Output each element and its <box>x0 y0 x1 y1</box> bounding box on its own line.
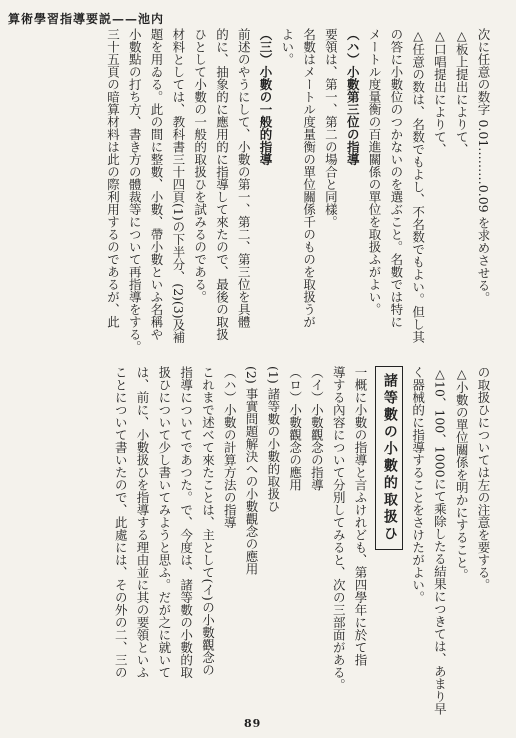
text-line: △任意の数は、名数でもよし、不名数でもよい。但し其 <box>410 28 426 343</box>
text-line: の答に小數位のつかないのを選ぶこと。名數では特に <box>388 28 404 328</box>
text-line: (2) 事實問題解決への小數觀念の應用 <box>244 366 260 576</box>
text-line: △板上提出によりて、 <box>454 28 470 156</box>
text-line: △口唱提出によりて、 <box>432 28 448 156</box>
text-line: く器械的に指導することをさけたがよい。 <box>410 366 426 604</box>
text-line: 題を用ゐる。此の間に整數、小數、帶小數といふ名稱や <box>149 28 165 341</box>
text-line: 次に任意の数字 0.01………0.09 を求めさせる。 <box>476 28 491 305</box>
text-line: (1) 諸等數の小數的取扱ひ <box>265 366 281 513</box>
text-line: 前述のやうにして、小數の第一、第二、第三位を具體 <box>236 28 252 328</box>
text-line: 導する內容について分別してみると、次の三部面がある。 <box>331 366 347 691</box>
text-line: 小數點の打ち方、書き方の體裁等について再指導をする。 <box>127 28 143 353</box>
page-number: 89 <box>244 717 262 730</box>
running-header: 算術學習指導要説——池内 <box>8 12 165 26</box>
text-line: △小數の單位關係を明かにすること。 <box>454 366 470 581</box>
text-line: ひとして小數の一般的取扱ひを試みるのである。 <box>192 28 208 303</box>
text-line: 扱ひについて少し書いてみようと思ふ。だが之に就いて <box>156 366 172 679</box>
section-heading-boxed: 諸等數の小數的取扱ひ <box>375 366 403 550</box>
text-line: は、前に、小數扱ひを指導する理由並に其の要領といふ <box>135 366 151 679</box>
text-line: これまで述べて來たことは、主として(イ)の小數觀念の <box>200 366 216 676</box>
text-line: 要領は、第一、第二の場合と同樣。 <box>323 28 339 228</box>
text-line: よい。 <box>279 28 295 66</box>
text-line: ことについて書いたので、此處には、その外の二、三の <box>113 366 129 679</box>
text-line: 一概に小數の指導と言ふけれども、第四學年に於て指 <box>353 366 369 666</box>
text-line: （イ）小數觀念の指導 <box>309 366 325 491</box>
text-line: 的に、抽象的に應用的に指導して來たので、最後の取扱 <box>214 28 230 341</box>
text-line: メートル度量衡の百進關係の單位を取扱ふがよい。 <box>367 28 383 316</box>
lower-text-block <box>24 366 494 716</box>
text-line: 名數はメートル度量衡の單位關係千のものを取扱うが <box>301 28 317 328</box>
text-line: の取扱ひについては左の注意を要する。 <box>476 366 491 591</box>
section-heading: （ハ）小數第三位の指導 <box>345 28 361 166</box>
section-heading: （三）小數の一般的指導 <box>258 28 274 166</box>
text-line: （ロ）小數觀念の應用 <box>287 366 303 491</box>
text-line: 指導についてであつた。で、今度は、諸等數の小數的取 <box>178 366 194 679</box>
text-line: △10、100、1000にて乘除したる結果につきては、あまり早 <box>432 366 448 716</box>
text-line: 三十五頁の暗算材料は此の際利用するのであるが、此 <box>105 28 121 328</box>
text-line: 材料としては、教科書三十四頁(1)の下半分、(2)(3)及補 <box>170 28 186 344</box>
upper-text-block <box>24 28 494 353</box>
text-line: （ハ）小數の計算方法の指導 <box>222 366 238 529</box>
